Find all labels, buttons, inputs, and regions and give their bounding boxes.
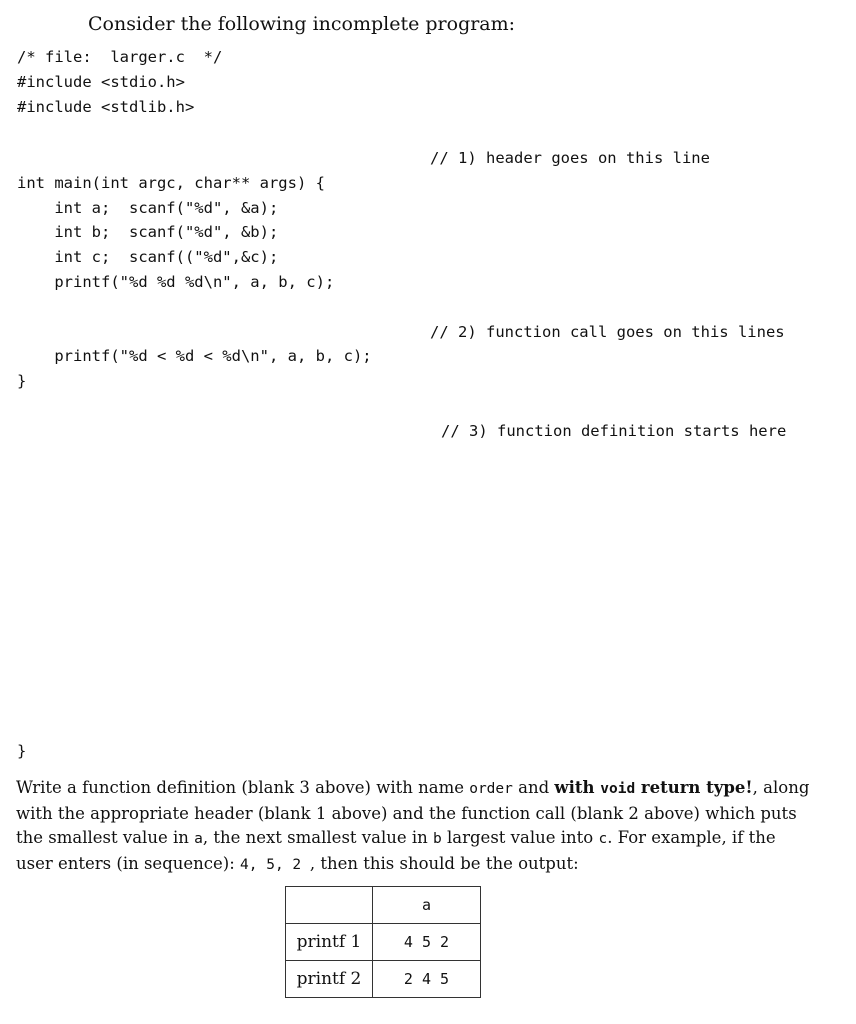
code-line-function-close: }: [17, 742, 27, 760]
code-line-include-stdio: #include <stdio.h>: [17, 73, 185, 91]
para-text: Write a function definition (blank 3 above) with name: [16, 778, 470, 797]
row-label-printf-2: printf 2: [286, 961, 373, 998]
code-line-printf-1: printf("%d %d %d\n", a, b, c);: [17, 273, 335, 291]
code-line-main-close: }: [17, 372, 27, 390]
comment-definition-blank: // 3) function definition starts here: [441, 422, 787, 440]
para-text: , the next smallest value in: [202, 828, 434, 847]
table-header-cell: a: [373, 887, 481, 924]
para-text: . For example, if the user enters (in sequence):: [16, 828, 776, 873]
instructions-paragraph: [16, 776, 816, 877]
table-row: [286, 924, 481, 961]
row-value-printf-2: 2 4 5: [373, 961, 481, 998]
void-requirement: [554, 778, 752, 797]
code-line-int-a: int a; scanf("%d", &a);: [17, 199, 279, 217]
input-sequence-code: 4, 5, 2: [240, 856, 310, 873]
para-text: return type!: [635, 778, 753, 797]
var-b-code: b: [433, 831, 442, 847]
code-line-int-c: int c; scanf(("%d",&c);: [17, 248, 279, 266]
void-keyword-code: void: [600, 781, 636, 797]
code-line-file-comment: /* file: larger.c */: [17, 48, 223, 66]
para-text: , along with the appropriate header (blank 1 above) and the function call (blank 2 above) which puts the smallest value in: [16, 778, 810, 847]
comment-call-blank: // 2) function call goes on this lines: [430, 323, 785, 341]
para-text: , then this should be the output:: [309, 853, 579, 873]
problem-heading: Consider the following incomplete program:: [88, 13, 516, 35]
table-header-row: [286, 887, 481, 924]
var-c-code: c: [598, 831, 608, 847]
para-text: with: [554, 778, 601, 797]
table-corner-cell: [286, 887, 373, 924]
table-row: [286, 961, 481, 998]
code-line-include-stdlib: #include <stdlib.h>: [17, 98, 195, 116]
code-line-main-signature: int main(int argc, char** args) {: [17, 174, 325, 192]
row-value-printf-1: 4 5 2: [373, 924, 481, 961]
code-line-printf-2: printf("%d < %d < %d\n", a, b, c);: [17, 347, 372, 365]
var-a-code: a: [194, 831, 203, 847]
para-text: and: [512, 778, 555, 797]
row-label-printf-1: printf 1: [286, 924, 373, 961]
output-table: [285, 886, 481, 998]
code-line-int-b: int b; scanf("%d", &b);: [17, 223, 279, 241]
comment-header-blank: // 1) header goes on this line: [430, 149, 710, 167]
function-name-code: order: [469, 781, 513, 797]
para-text: largest value into: [441, 828, 599, 847]
